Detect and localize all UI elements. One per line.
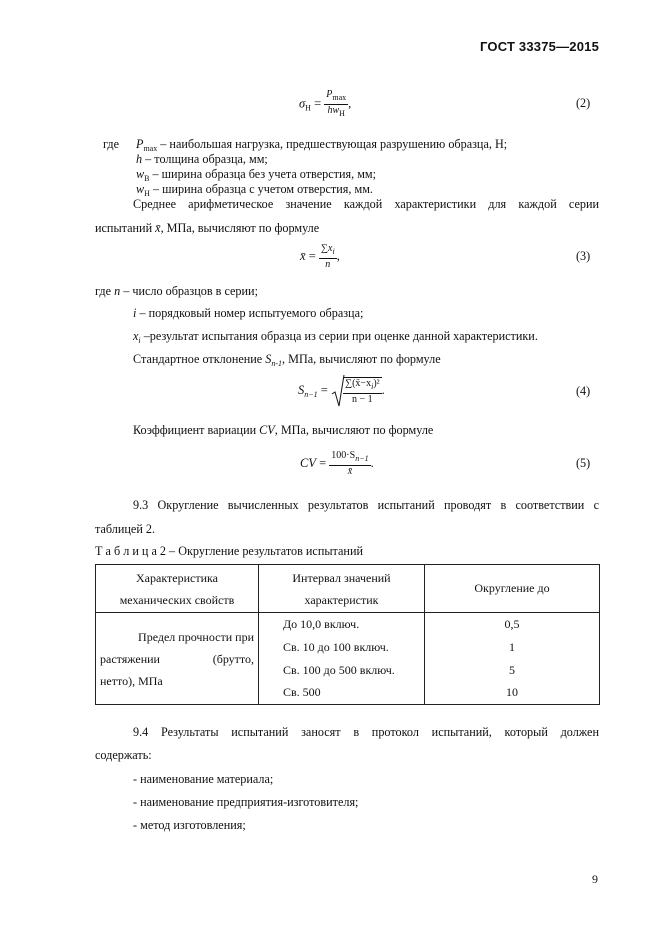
table-interval-cell: До 10,0 включ. [259, 613, 425, 636]
list-item: - наименование предприятия-изготовителя; [133, 795, 359, 809]
section-9-4-line2: содержать: [95, 748, 152, 762]
mean-paragraph-line2: испытаний x̄, МПа, вычисляют по формуле [95, 221, 320, 235]
table-round-cell: 5 [425, 659, 600, 682]
eq5-number: (5) [576, 456, 591, 470]
eq5-fraction: $\frac{100\cdot S_{n-1}}{x̄}$ [331, 450, 369, 477]
eq4-sqrt: $\frac{\sum(x̄-x_i)^2}{n - 1}$ . [331, 374, 385, 408]
page-number: 9 [592, 872, 598, 886]
eq2-lhs-sub: Н [305, 103, 311, 113]
table-header-col1: Характеристика механических свойств [96, 565, 259, 613]
table-2 [95, 564, 600, 705]
eq3-fraction: $\frac{\sum x_i}{n}$ [320, 243, 335, 270]
eq3-number: (3) [576, 249, 591, 263]
list-item: - метод изготовления; [133, 818, 246, 832]
table-round-cell: 1 [425, 636, 600, 659]
section-9-3-line1: 9.3 Округление вычисленных результатов испытаний проводят в соответствии с [133, 498, 599, 512]
section-9-3-line2: таблицей 2. [95, 522, 156, 536]
table-2-caption: Т а б л и ц а 2 – Округление результатов испытаний [95, 544, 363, 558]
section-9-4-line1: 9.4 Результаты испытаний заносят в протокол испытаний, который должен [133, 725, 599, 739]
eq2-tail: , [348, 96, 352, 111]
table-property-cell: Предел прочности при растяжении (брутто, нетто), МПа [96, 613, 259, 705]
eq2-fraction [324, 89, 348, 120]
eq2-lhs: σ [299, 96, 306, 111]
where2-line2: i – порядковый номер испытуемого образца; [133, 306, 364, 320]
equation-2 [299, 89, 351, 120]
eq2-num-sub: max [332, 93, 347, 102]
eq4-number: (4) [576, 384, 591, 398]
eq2-den: hw [327, 105, 340, 116]
table-header-row [96, 565, 600, 613]
equation-4: $S_{n-1}$ = $\frac{\sum(x̄-x_i)^2}{n - 1}$ . [298, 374, 385, 408]
equation-3: x̄ = $\frac{\sum x_i}{n}$ , [300, 243, 340, 270]
eq2-den-sub: Н [339, 109, 345, 118]
table-header-col3: Округление до [425, 565, 600, 613]
list-item: - наименование материала; [133, 772, 274, 786]
where1-item-4: $w_H$ – ширина образца с учетом отверстия, мм. [136, 182, 373, 198]
table-row [96, 613, 600, 636]
document-header: ГОСТ 33375—2015 [480, 39, 599, 54]
where-label: где [103, 137, 120, 151]
where2-line3: $x_i$ –результат испытания образца из серии при оценке данной характеристики. [133, 329, 538, 345]
eq4-fraction: $\frac{\sum(x̄-x_i)^2}{n - 1}$ [344, 377, 380, 405]
eq2-number: (2) [576, 96, 591, 110]
equation-5: CV = $\frac{100\cdot S_{n-1}}{x̄}$ . [300, 450, 374, 477]
eq2-equals: = [314, 96, 322, 111]
std-paragraph: Стандартное отклонение $S_{n-1}$, МПа, вычисляют по формуле [133, 352, 441, 368]
table-header-col2: Интервал значений характеристик [259, 565, 425, 613]
table-round-cell: 0,5 [425, 613, 600, 636]
table-interval-cell: Св. 10 до 100 включ. [259, 636, 425, 659]
where2-line1: где n – число образцов в серии; [95, 284, 258, 298]
cv-paragraph: Коэффициент вариации CV, МПа, вычисляют по формуле [133, 423, 434, 437]
where1-item-3: $w_B$ – ширина образца без учета отверстия, мм; [136, 167, 377, 183]
table-interval-cell: Св. 100 до 500 включ. [259, 659, 425, 682]
eq2-num: P [326, 89, 333, 100]
table-interval-cell: Св. 500 [259, 682, 425, 705]
mean-paragraph-line1: Среднее арифметическое значение каждой характеристики для каждой серии [133, 197, 599, 211]
where1-item-1: $P_{max}$ – наибольшая нагрузка, предшествующая разрушению образца, Н; [136, 137, 508, 153]
where1-item-2: h – толщина образца, мм; [136, 152, 268, 166]
table-round-cell: 10 [425, 682, 600, 705]
eq3-lhs: x̄ [300, 248, 306, 263]
